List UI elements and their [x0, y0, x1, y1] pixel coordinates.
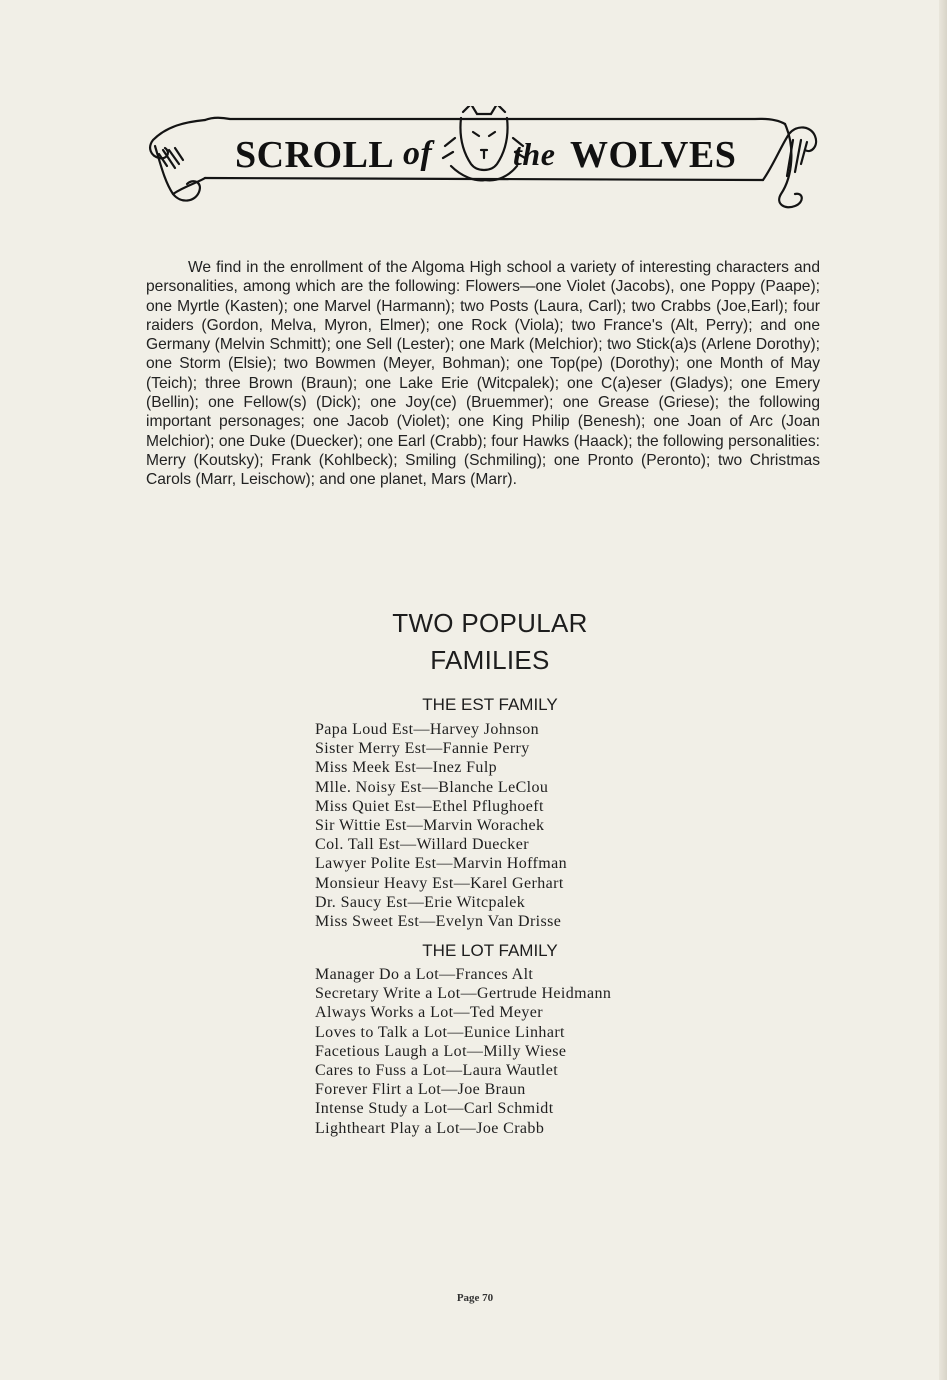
list-item: Papa Loud Est—Harvey Johnson: [315, 721, 540, 738]
intro-paragraph: We find in the enrollment of the Algoma High school a variety of interesting characters and personalities, among which are the following: Flowers—one Violet (Jacobs), one Poppy (Paape); one Myrtle (Kasten); one Marvel (Harmann); two Posts (Laura, Carl); two Crabbs (Joe,Earl); four raiders (Gordon, Melva, Myron, Elmer); one Rock (Viola); two France's (Alt, Perry); and one Germany (Melvin Schmitt); one Sell (Lester); one Mark (Melchior); two Stick(a)s (Arlene Dorothy); one Storm (Elsie); two Bowmen (Meyer, Bohman); one Top(pe) (Dorothy); one Month of May (Teich); three Brown (Braun); one Lake Erie (Witcpalek); one C(a)eser (Gladys); one Emery (Bellin); one Fellow(s) (Dick); one Joy(ce) (Bruemmer); one Grease (Griese); the following important personages; one Jacob (Violet); one King Philip (Benesh); one Joan of Arc (Joan Melchior); one Duke (Duecker); one Earl (Crabb); four Hawks (Haack); the following personalities: Merry (Koutsky); Frank (Kohlbeck); Smiling (Schmiling); one Pronto (Peronto); two Christmas Carols (Marr, Leischow); and one planet, Mars (Marr).: [146, 259, 820, 489]
list-item: Facetious Laugh a Lot—Milly Wiese: [315, 1042, 567, 1060]
list-item: Mlle. Noisy Est—Blanche LeClou: [315, 778, 549, 796]
list-item: Miss Sweet Est—Evelyn Van Drisse: [315, 913, 562, 931]
list-item: Cares to Fuss a Lot—Laura Wautlet: [315, 1062, 559, 1080]
list-item: Loves to Talk a Lot—Eunice Linhart: [315, 1023, 565, 1041]
est-family-list: [315, 720, 567, 931]
list-item: Sir Wittie Est—Marvin Worachek: [315, 817, 545, 835]
list-item: Lightheart Play a Lot—Joe Crabb: [315, 1119, 545, 1137]
families-heading-line1: TWO POPULAR: [392, 608, 588, 638]
banner-title-of: of: [403, 135, 433, 172]
list-item: Always Works a Lot—Ted Meyer: [315, 1004, 544, 1022]
list-item: Lawyer Polite Est—Marvin Hoffman: [315, 855, 568, 873]
banner-title-scroll: SCROLL: [235, 134, 395, 176]
list-item: Secretary Write a Lot—Gertrude Heidmann: [315, 985, 612, 1003]
scroll-banner: [145, 106, 825, 214]
list-item: Intense Study a Lot—Carl Schmidt: [315, 1100, 554, 1118]
families-heading-line2: FAMILIES: [430, 645, 550, 675]
page-edge: [939, 0, 947, 1380]
page-number: Page 70: [456, 1292, 494, 1304]
list-item: Miss Meek Est—Inez Fulp: [315, 759, 498, 777]
list-item: Dr. Saucy Est—Erie Witcpalek: [315, 893, 526, 911]
list-item: Sister Merry Est—Fannie Perry: [315, 740, 530, 758]
banner-title-the: the: [513, 136, 556, 172]
lot-family-list: [315, 965, 611, 1138]
list-item: Forever Flirt a Lot—Joe Braun: [315, 1081, 526, 1099]
banner-title-wolves: WOLVES: [570, 134, 737, 176]
list-item: Col. Tall Est—Willard Duecker: [315, 836, 529, 854]
lot-family-title: THE LOT FAMILY: [422, 941, 558, 960]
list-item: Miss Quiet Est—Ethel Pflughoeft: [315, 797, 544, 815]
list-item: Manager Do a Lot—Frances Alt: [315, 966, 534, 983]
est-family-title: THE EST FAMILY: [422, 695, 558, 714]
list-item: Monsieur Heavy Est—Karel Gerhart: [315, 874, 564, 892]
